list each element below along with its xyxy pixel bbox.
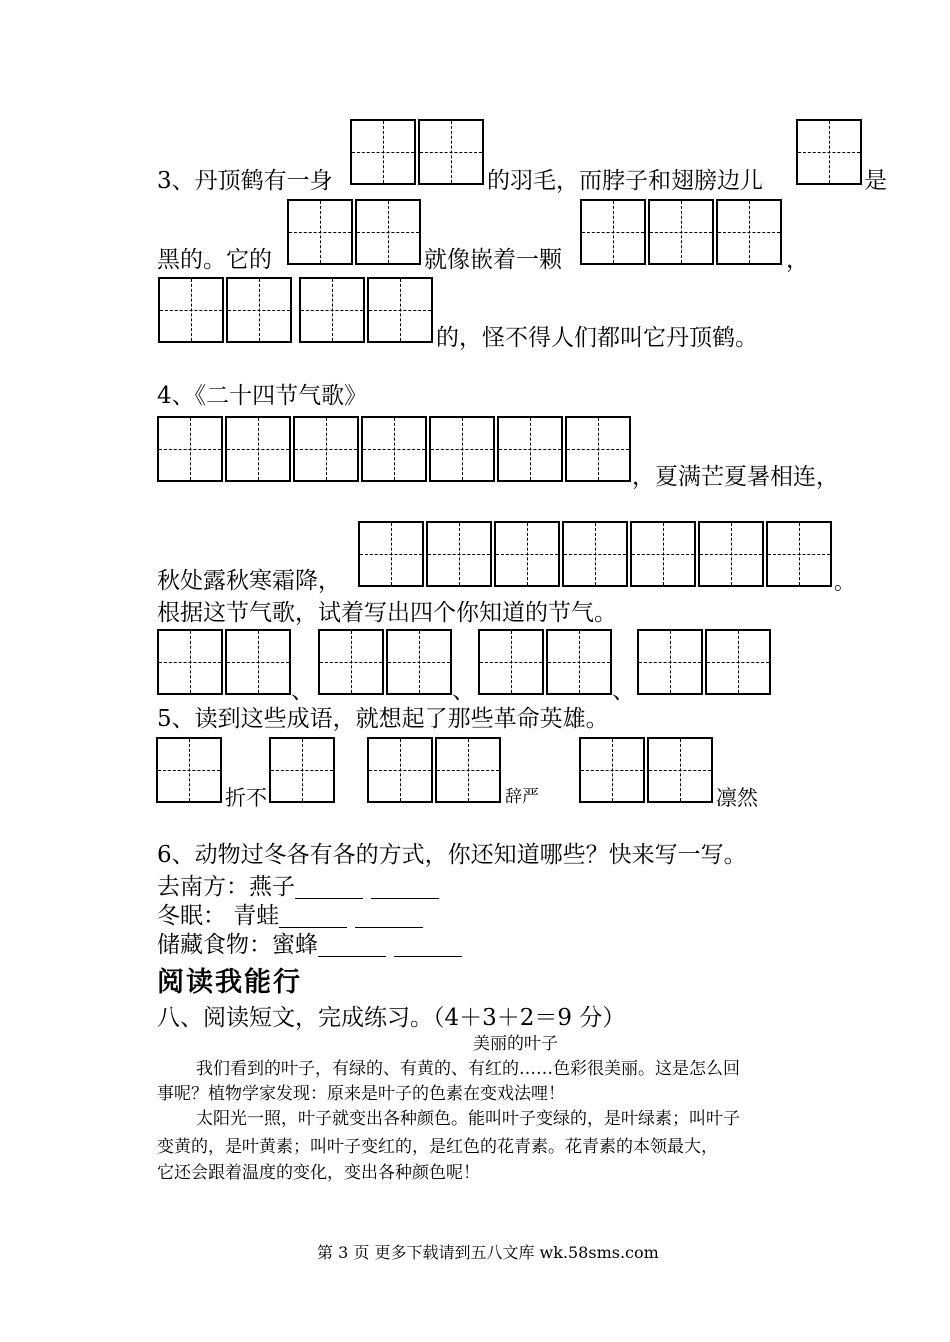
answer-box[interactable] [225, 416, 291, 482]
answer-box[interactable] [630, 521, 696, 587]
passage-title: 美丽的叶子 [473, 1034, 558, 1054]
page-footer: 第 3 页 更多下载请到五八文库 wk.58sms.com [317, 1243, 659, 1262]
blank-line[interactable] [394, 938, 462, 957]
answer-box[interactable] [367, 277, 433, 343]
q3-line1-text-b: 的羽毛，而脖子和翅膀边儿 [487, 168, 763, 194]
answer-box[interactable] [796, 119, 862, 185]
q3-line2-text-b: 就像嵌着一颗 [424, 247, 562, 273]
answer-box[interactable] [478, 629, 544, 695]
q6-row2 [157, 905, 431, 928]
answer-box[interactable] [647, 737, 713, 803]
answer-box[interactable] [287, 199, 353, 265]
answer-box[interactable] [562, 521, 628, 587]
answer-box[interactable] [355, 199, 421, 265]
q4-line2-tail: 。 [834, 570, 855, 594]
passage-p2-line3: 它还会跟着温度的变化，变出各种颜色呢！ [157, 1163, 480, 1183]
q6-row2-label: 冬眠： 青蛙 [157, 903, 280, 929]
q3-line2-text-c: ， [786, 247, 809, 273]
answer-box[interactable] [225, 629, 291, 695]
answer-box[interactable] [579, 737, 645, 803]
q6-row3-label: 储藏食物：蜜蜂 [157, 932, 318, 958]
answer-box[interactable] [358, 521, 424, 587]
answer-box[interactable] [426, 521, 492, 587]
q4-line1-tail: ，夏满芒夏暑相连， [632, 464, 839, 490]
answer-box[interactable] [580, 199, 646, 265]
answer-box[interactable] [766, 521, 832, 587]
q6-row3 [157, 934, 470, 957]
blank-line[interactable] [318, 938, 386, 957]
passage-p1-line2: 事呢？植物学家发现：原来是叶子的色素在变戏法哩！ [157, 1084, 565, 1104]
answer-box[interactable] [386, 629, 452, 695]
separator: 、 [612, 678, 635, 704]
blank-line[interactable] [371, 880, 439, 899]
q5-idiom4-text: 凛然 [716, 786, 758, 810]
answer-box[interactable] [698, 521, 764, 587]
answer-box[interactable] [318, 629, 384, 695]
answer-box[interactable] [293, 416, 359, 482]
answer-box[interactable] [156, 737, 222, 803]
separator: 、 [452, 678, 475, 704]
section-heading: 阅读我能行 [157, 967, 302, 998]
answer-box[interactable] [418, 119, 484, 185]
q5-idiom3-text: 辞严 [505, 787, 539, 807]
passage-p2-line1: 太阳光一照，叶子就变出各种颜色。能叫叶子变绿的，是叶绿素；叫叶子 [196, 1109, 740, 1129]
answer-box[interactable] [565, 416, 631, 482]
answer-box[interactable] [705, 629, 771, 695]
q3-line3-text: 的，怪不得人们都叫它丹顶鹤。 [436, 325, 758, 351]
blank-line[interactable] [355, 909, 423, 928]
q4-line2-head: 秋处露秋寒霜降， [157, 568, 341, 594]
q6-row1 [157, 876, 447, 899]
blank-line[interactable] [295, 880, 363, 899]
q3-line2-text-a: 黑的。它的 [157, 247, 272, 273]
passage-p1-line1: 我们看到的叶子，有绿的、有黄的、有红的……色彩很美丽。这是怎么回 [196, 1059, 740, 1079]
answer-box[interactable] [716, 199, 782, 265]
blank-line[interactable] [279, 909, 347, 928]
answer-box[interactable] [494, 521, 560, 587]
answer-box[interactable] [269, 737, 335, 803]
reading-instruction: 八、阅读短文，完成练习。（4＋3＋2＝9 分） [157, 1005, 626, 1031]
q6-row1-label: 去南方：燕子 [157, 874, 295, 900]
answer-box[interactable] [361, 416, 427, 482]
q4-instruction: 根据这节气歌，试着写出四个你知道的节气。 [157, 600, 617, 626]
answer-box[interactable] [158, 277, 224, 343]
answer-box[interactable] [350, 119, 416, 185]
q3-line1-text-c: 是 [864, 168, 887, 194]
q5-title: 5、读到这些成语，就想起了那些革命英雄。 [157, 706, 609, 732]
answer-box[interactable] [367, 737, 433, 803]
q3-line1-text-a: 3、丹顶鹤有一身 [157, 168, 333, 194]
answer-box[interactable] [435, 737, 501, 803]
answer-box[interactable] [226, 277, 292, 343]
passage-p2-line2: 变黄的，是叶黄素；叫叶子变红的，是红色的花青素。花青素的本领最大， [157, 1137, 718, 1157]
answer-box[interactable] [299, 277, 365, 343]
answer-box[interactable] [157, 629, 223, 695]
answer-box[interactable] [546, 629, 612, 695]
answer-box[interactable] [497, 416, 563, 482]
q4-title: 4、《二十四节气歌》 [157, 383, 368, 409]
answer-box[interactable] [637, 629, 703, 695]
answer-box[interactable] [157, 416, 223, 482]
separator: 、 [291, 678, 314, 704]
answer-box[interactable] [648, 199, 714, 265]
q6-title: 6、动物过冬各有各的方式，你还知道哪些？快来写一写。 [157, 842, 747, 868]
answer-box[interactable] [429, 416, 495, 482]
q5-idiom1-text: 折不 [225, 786, 267, 810]
